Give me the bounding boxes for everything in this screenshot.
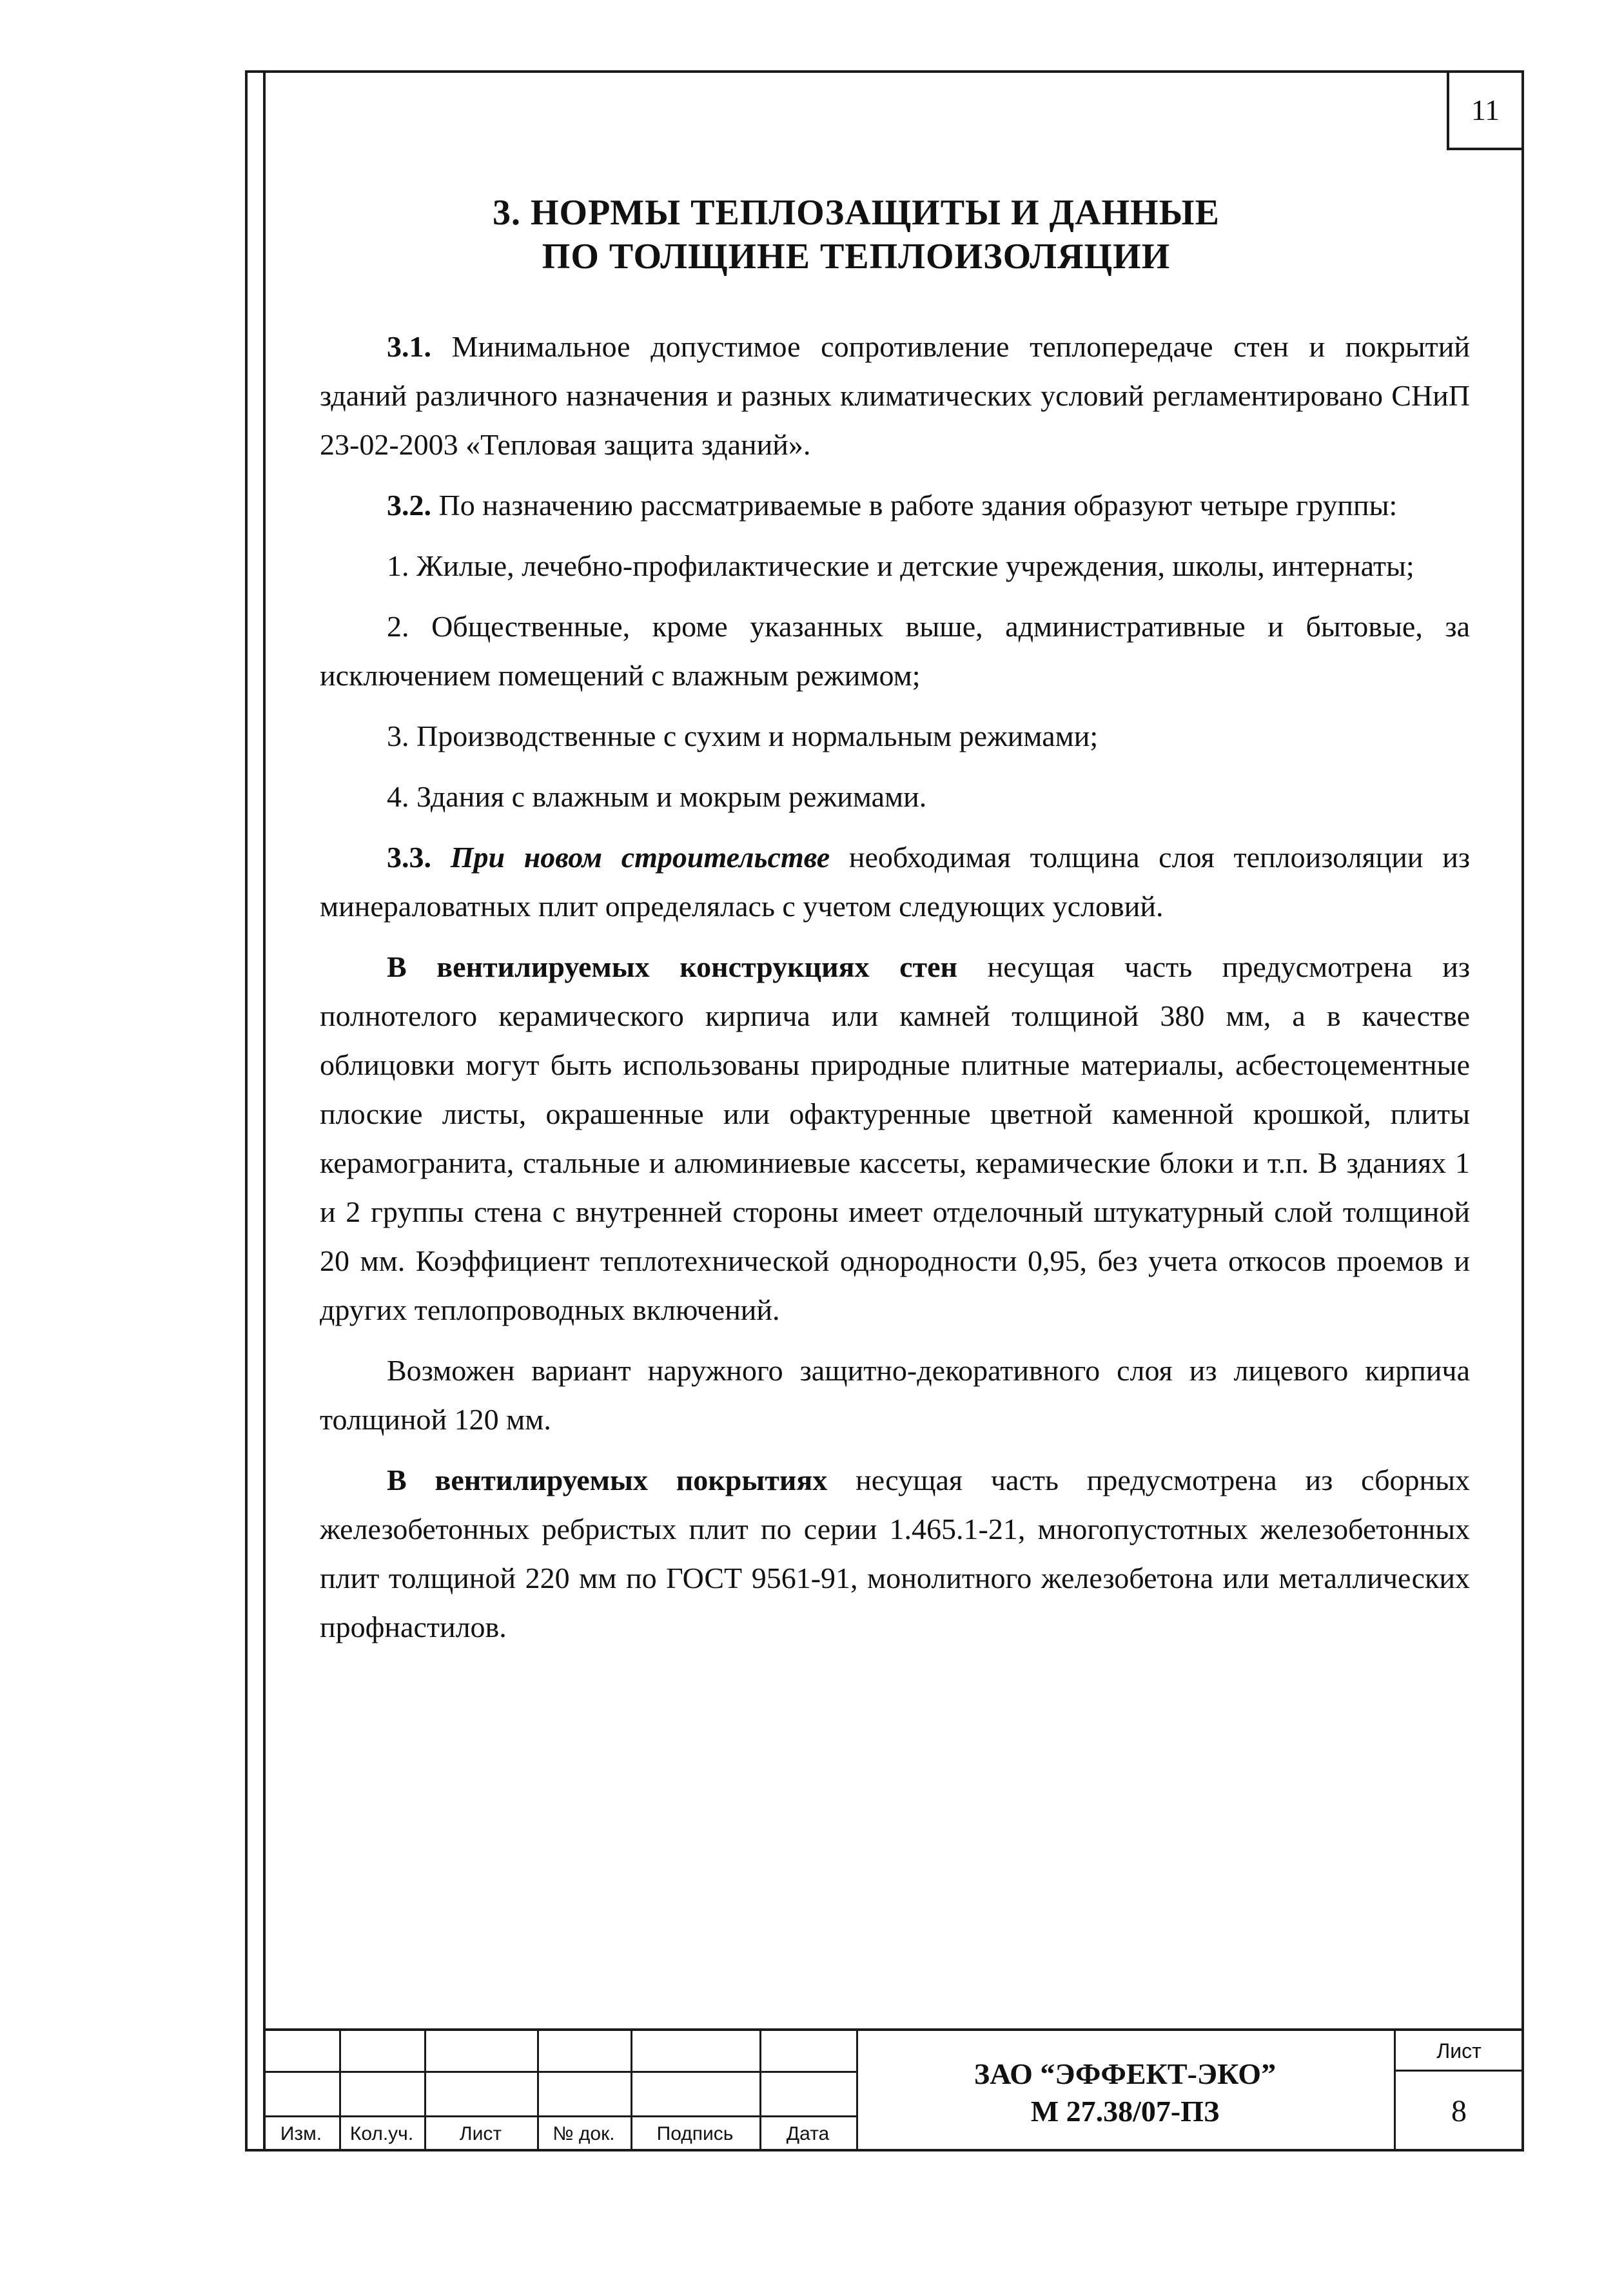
paragraph-brick-option: Возможен вариант наружного защитно-декоративного слоя из лицевого кирпича толщиной 120 мм. <box>320 1354 1470 1436</box>
title-block <box>263 2028 1524 2151</box>
company-name: ЗАО “ЭФФЕКТ-ЭКО” <box>973 2057 1277 2090</box>
stamp-col-data: Дата <box>786 2123 830 2144</box>
stamp-col-list: Лист <box>459 2123 502 2144</box>
title-block-row-line <box>263 2071 856 2073</box>
sheet-number: 8 <box>1451 2094 1467 2128</box>
paragraph-3-2 <box>320 481 1470 530</box>
bold-lead-text: В вентилируемых покрытиях <box>387 1464 828 1496</box>
section-heading-line-1: 3. НОРМЫ ТЕПЛОЗАЩИТЫ И ДАННЫЕ <box>492 193 1220 233</box>
page-number: 11 <box>1447 70 1524 150</box>
list-item-group-1: 1. Жилые, лечебно-профилактические и детские учреждения, школы, интернаты; <box>387 549 1414 582</box>
stamp-col-ndok: № док. <box>553 2123 615 2144</box>
paragraph-text: несущая часть предусмотрена из полнотелого керамического кирпича или камней толщиной 380 мм, а в качестве облицовки могут быть использованы природные плитные материалы, асбестоцементные плоские листы, окрашенные или офактуренные цветной каменной крошкой, плиты керамогранита, стальные и алюминиевые кассеты, керамические блоки и т.п. В зданиях 1 и 2 группы стена с внутренней стороны имеет отделочный штукатурный слой толщиной 20 мм. Коэффициент теплотехнической однородности 0,95, без учета откосов проемов и других теплопроводных включений. <box>320 950 1470 1326</box>
bold-lead-text: В вентилируемых конструкциях стен <box>387 950 958 983</box>
paragraph-3-1 <box>320 322 1470 469</box>
company-and-code <box>856 2031 1394 2151</box>
paragraph-text: несущая часть предусмотрена из сборных железобетонных ребристых плит по серии 1.465.1-21, многопустотных железобетонных плит толщиной 220 мм по ГОСТ 9561-91, монолитного железобетона или металлических профнастилов. <box>320 1464 1470 1643</box>
paragraph-text: Минимальное допустимое сопротивление теплопередаче стен и покрытий зданий различного назначения и разных климатических условий регламентировано СНиП 23-02-2003 «Тепловая защита зданий». <box>320 330 1470 461</box>
paragraph-number: 3.3. <box>387 841 431 874</box>
paragraph-number: 3.2. <box>387 489 431 522</box>
emphasis-text: При новом строительстве <box>450 841 830 874</box>
list-item-group-3: 3. Производственные с сухим и нормальным режимами; <box>387 720 1099 752</box>
list-item-group-2: 2. Общественные, кроме указанных выше, административные и бытовые, за исключением помещений с влажным режимом; <box>320 610 1470 692</box>
paragraph-number: 3.1. <box>387 330 431 363</box>
document-code: М 27.38/07-ПЗ <box>1030 2095 1220 2128</box>
frame-binding-line <box>263 70 266 2151</box>
stamp-col-izm: Изм. <box>280 2123 322 2144</box>
list-item-group-4: 4. Здания с влажным и мокрым режимами. <box>387 780 927 813</box>
paragraph-3-3 <box>320 833 1470 931</box>
paragraph-text: По назначению рассматриваемые в работе здания образуют четыре группы: <box>431 489 1398 522</box>
sheet-label: Лист <box>1436 2039 1482 2063</box>
section-heading-line-2: ПО ТОЛЩИНЕ ТЕПЛОИЗОЛЯЦИИ <box>542 237 1171 277</box>
paragraph-roof-structures <box>320 1456 1470 1652</box>
document-body <box>320 322 1470 1663</box>
stamp-col-podpis: Подпись <box>656 2123 734 2144</box>
paragraph-wall-structures <box>320 943 1470 1335</box>
paragraph-text: необходимая толщина слоя теплоизоляции из минераловатных плит определялась с учетом следующих условий. <box>320 841 1470 923</box>
stamp-col-koluch: Кол.уч. <box>349 2123 414 2144</box>
